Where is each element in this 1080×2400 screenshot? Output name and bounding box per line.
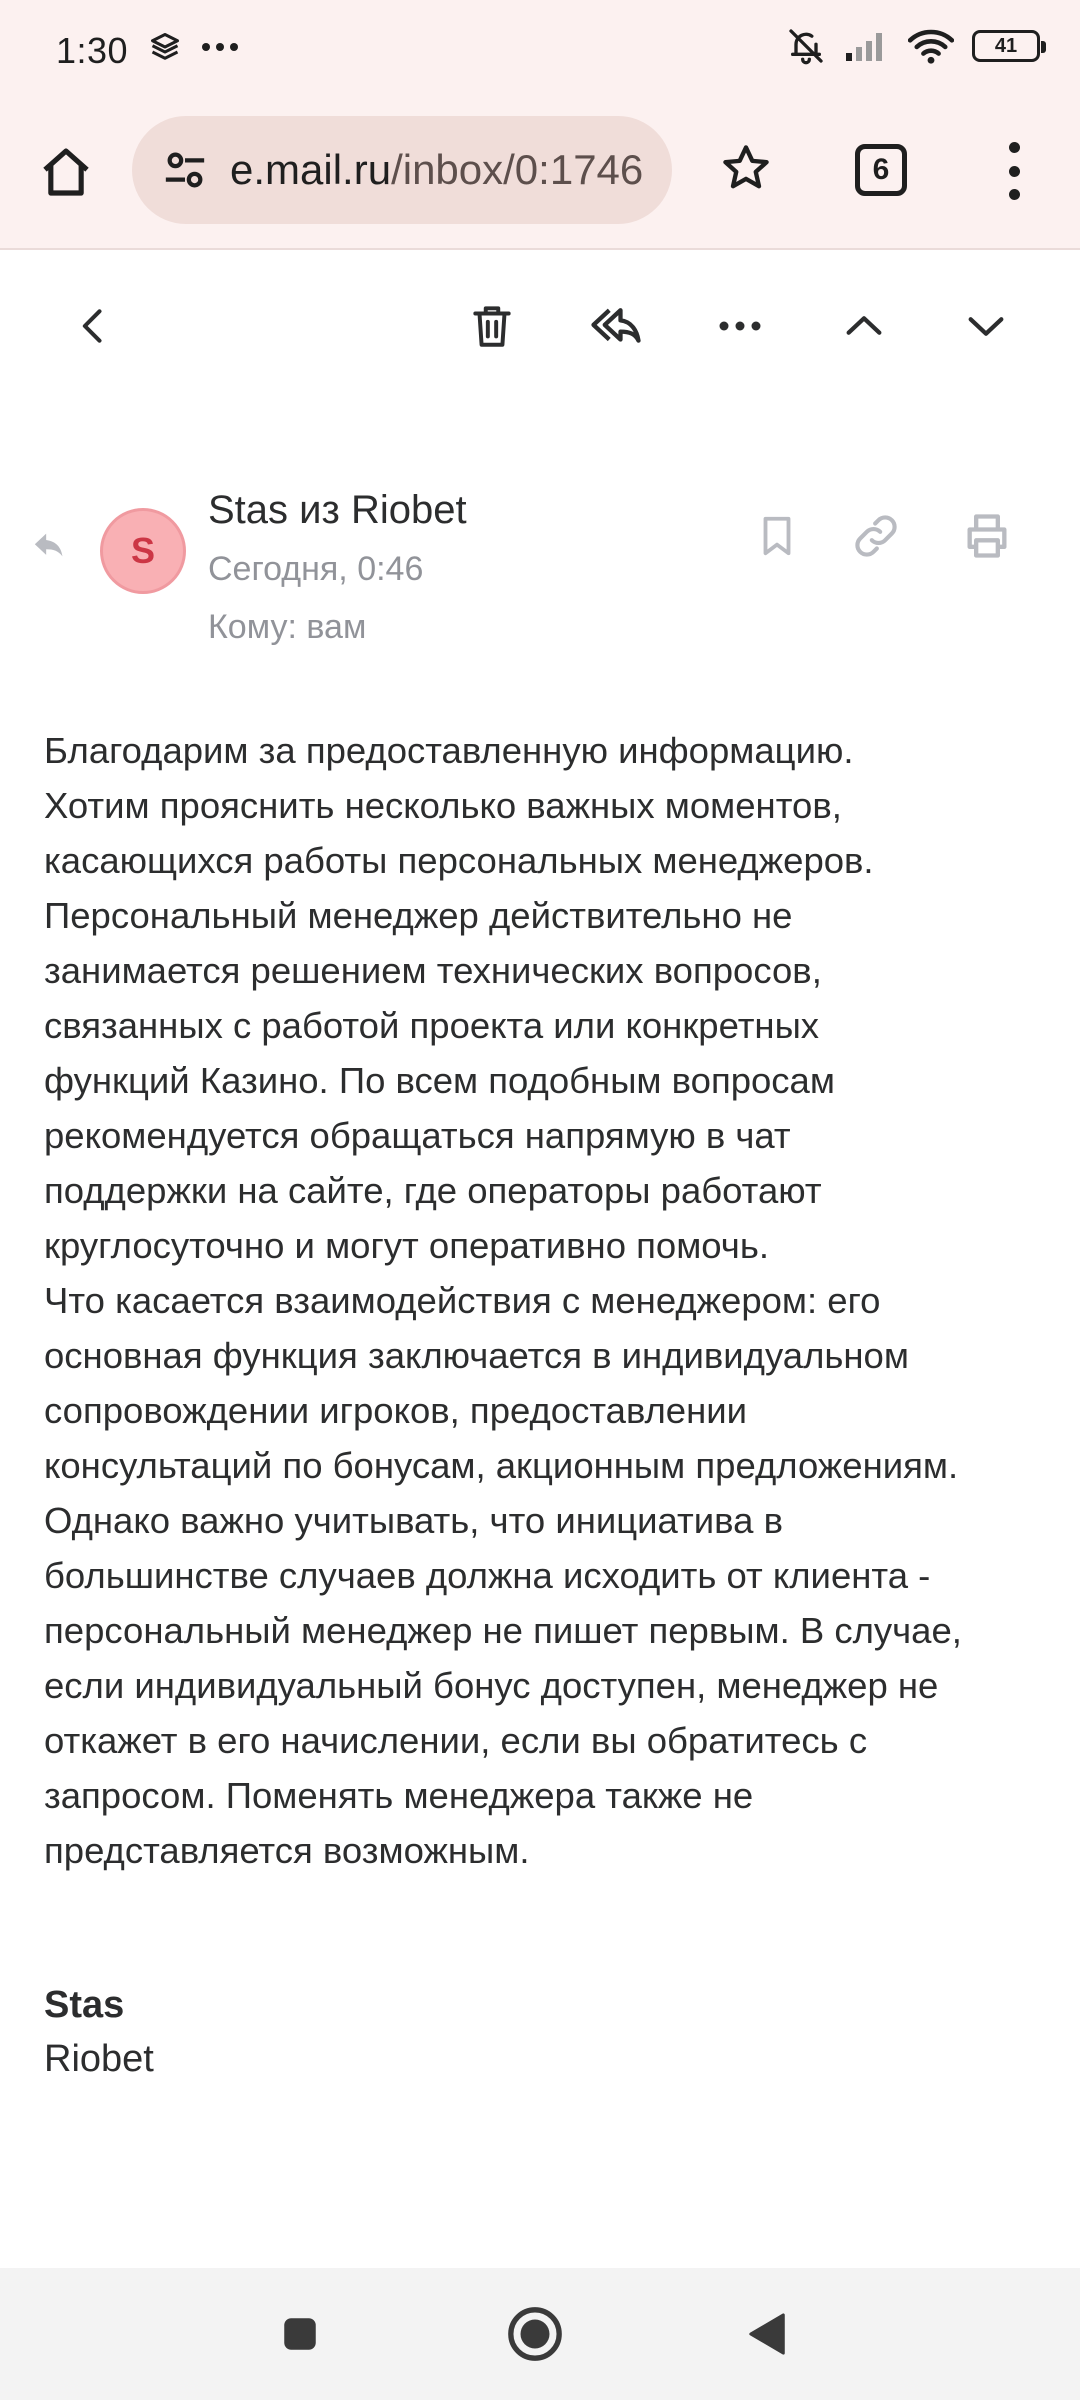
address-bar[interactable] xyxy=(132,116,672,224)
reply-all-button[interactable] xyxy=(578,288,654,364)
recents-button[interactable] xyxy=(262,2296,338,2372)
url-row xyxy=(0,112,1080,228)
home-icon xyxy=(38,144,94,200)
next-icon xyxy=(963,303,1009,349)
body-line: Персональный менеджер действительно не xyxy=(44,895,793,936)
system-nav-bar xyxy=(0,2268,1080,2400)
body-line: основная функция заключается в индивидуальном xyxy=(44,1335,909,1376)
link-icon xyxy=(851,511,901,561)
status-left-icons xyxy=(150,32,240,62)
url-path: /inbox/0:1746 xyxy=(391,146,644,193)
body-line: если индивидуальный бонус доступен, менеджер не xyxy=(44,1665,939,1706)
tab-count: 6 xyxy=(872,153,890,186)
status-time: 1:30 xyxy=(56,30,129,71)
battery-level: 41 xyxy=(994,34,1018,57)
bookmark-star-button[interactable] xyxy=(714,136,778,200)
url-text[interactable] xyxy=(230,146,643,194)
back-button[interactable] xyxy=(56,288,132,364)
body-line: Однако важно учитывать, что инициатива в xyxy=(44,1500,783,1541)
body-line: сопровождении игроков, предоставлении xyxy=(44,1390,748,1431)
body-line: большинстве случаев должна исходить от клиента - xyxy=(44,1555,931,1596)
system-home-button[interactable] xyxy=(497,2296,573,2372)
wifi-icon xyxy=(908,27,954,65)
previous-email-button[interactable] xyxy=(826,288,902,364)
sender-header xyxy=(0,398,1080,658)
body-line: представляется возможным. xyxy=(44,1830,530,1871)
next-email-button[interactable] xyxy=(948,288,1024,364)
site-settings-icon[interactable] xyxy=(162,147,208,193)
body-line: связанных с работой проекта или конкретных xyxy=(44,1005,820,1046)
url-host: e.mail.ru xyxy=(230,146,392,193)
email-signature xyxy=(44,1978,154,2086)
signature-company: Riobet xyxy=(44,2038,154,2080)
signal-icon xyxy=(844,29,890,63)
status-bar xyxy=(0,0,1080,100)
home-button[interactable] xyxy=(28,140,104,204)
body-line: круглосуточно и могут оперативно помочь. xyxy=(44,1225,769,1266)
sender-name[interactable]: Stas из Riobet xyxy=(208,488,467,532)
battery-icon xyxy=(972,30,1040,62)
system-back-button[interactable] xyxy=(730,2296,806,2372)
body-line: консультаций по бонусам, акционным предложениям. xyxy=(44,1445,959,1486)
browser-chrome xyxy=(0,0,1080,250)
bookmark-icon xyxy=(754,511,800,561)
body-line: персональный менеджер не пишет первым. В случае, xyxy=(44,1610,962,1651)
body-line: рекомендуется обращаться напрямую в чат xyxy=(44,1115,791,1156)
layers-icon xyxy=(150,32,180,62)
print-icon xyxy=(961,510,1013,562)
recents-square-icon xyxy=(279,2313,321,2355)
more-actions-button[interactable] xyxy=(702,288,778,364)
back-triangle-icon xyxy=(745,2309,791,2359)
body-line: занимается решением технических вопросов, xyxy=(44,950,822,991)
back-arrow-icon xyxy=(72,304,116,348)
tabs-icon[interactable] xyxy=(855,144,907,196)
body-line: запросом. Поменять менеджера также не xyxy=(44,1775,754,1816)
body-line: Благодарим за предоставленную информацию. xyxy=(44,730,854,771)
email-body xyxy=(44,723,1054,1878)
reply-all-icon xyxy=(589,299,643,353)
email-date: Сегодня, 0:46 xyxy=(208,550,424,588)
bell-off-icon xyxy=(786,26,826,66)
bookmark-button[interactable] xyxy=(745,504,809,568)
avatar[interactable] xyxy=(100,508,186,594)
more-dots-icon xyxy=(200,41,240,53)
trash-icon xyxy=(467,301,517,351)
copy-link-button[interactable] xyxy=(844,504,908,568)
body-line: откажет в его начислении, если вы обратитесь с xyxy=(44,1720,868,1761)
body-line: Что касается взаимодействия с менеджером: его xyxy=(44,1280,881,1321)
delete-button[interactable] xyxy=(454,288,530,364)
body-line: поддержки на сайте, где операторы работают xyxy=(44,1170,822,1211)
star-icon xyxy=(720,142,772,194)
menu-icon[interactable] xyxy=(994,136,1034,206)
avatar-initial: S xyxy=(130,530,155,571)
prev-icon xyxy=(841,303,887,349)
body-line: касающихся работы персональных менеджеров. xyxy=(44,840,874,881)
body-line: Хотим прояснить несколько важных моментов, xyxy=(44,785,842,826)
more-icon xyxy=(718,320,762,332)
print-button[interactable] xyxy=(955,504,1019,568)
replied-icon xyxy=(32,528,66,562)
signature-name: Stas xyxy=(44,1984,125,2026)
email-view xyxy=(0,398,1080,2268)
body-line: функций Казино. По всем подобным вопросам xyxy=(44,1060,835,1101)
mail-toolbar xyxy=(0,252,1080,398)
home-circle-icon xyxy=(506,2305,564,2363)
email-recipient[interactable]: Кому: вам xyxy=(208,608,367,646)
status-right-icons xyxy=(786,26,1040,66)
